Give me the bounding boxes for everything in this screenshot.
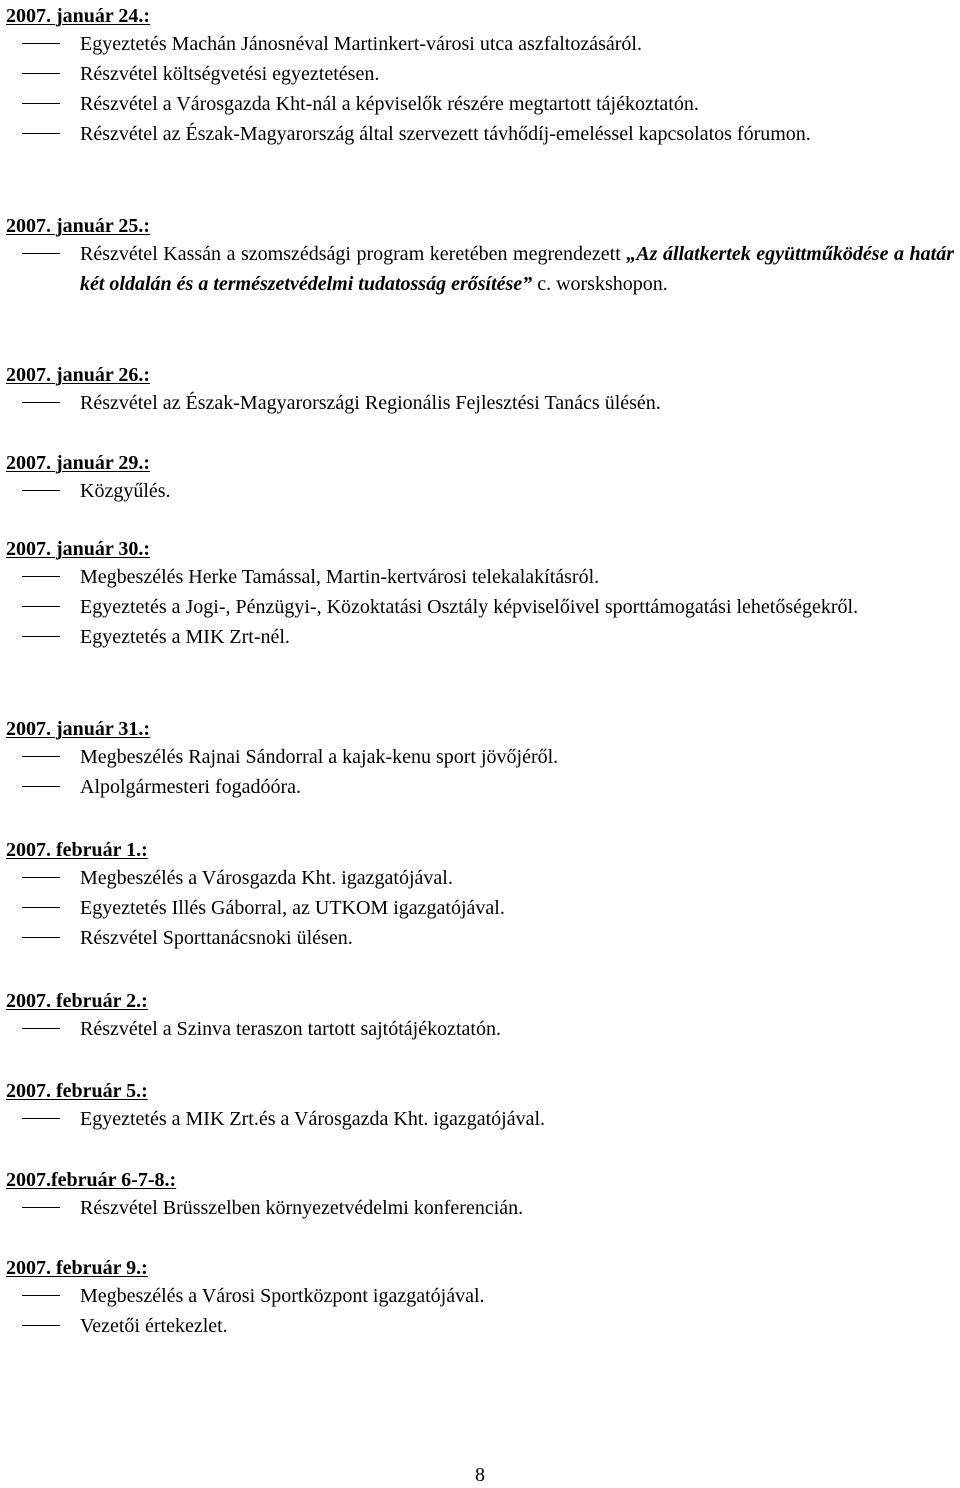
list-item: Részvétel a Szinva teraszon tartott sajtótájékoztatón. bbox=[6, 1014, 954, 1044]
list-item: Vezetői értekezlet. bbox=[6, 1311, 954, 1341]
dash-bullet bbox=[22, 786, 60, 787]
entry-date: 2007.február 6-7-8.: bbox=[6, 1169, 177, 1191]
list-item: Egyeztetés a Jogi-, Pénzügyi-, Közoktatási Osztály képviselőivel sporttámogatási lehetőségekről. bbox=[6, 592, 954, 622]
dash-bullet bbox=[22, 606, 60, 607]
entry-date: 2007. január 25.: bbox=[6, 215, 151, 237]
dash-bullet bbox=[22, 73, 60, 74]
page-number: 8 bbox=[475, 1464, 485, 1486]
dash-bullet bbox=[22, 576, 60, 577]
entry-date: 2007. február 5.: bbox=[6, 1080, 148, 1102]
list-item: Részvétel az Észak-Magyarország által szervezett távhődíj-emeléssel kapcsolatos fórumon. bbox=[6, 119, 954, 149]
entry-2007-01-29 bbox=[6, 450, 954, 506]
list-item: Részvétel Brüsszelben környezetvédelmi konferencián. bbox=[6, 1193, 954, 1223]
dash-bullet bbox=[22, 1325, 60, 1326]
list-item: Egyeztetés Machán Jánosnéval Martinkert-városi utca aszfaltozásáról. bbox=[6, 29, 954, 59]
list-item: Alpolgármesteri fogadóóra. bbox=[6, 772, 954, 802]
list-item: Részvétel Sporttanácsnoki ülésen. bbox=[6, 923, 954, 953]
entry-date: 2007. január 31.: bbox=[6, 718, 151, 740]
entry-date: 2007. január 29.: bbox=[6, 452, 151, 474]
dash-bullet bbox=[22, 756, 60, 757]
workshop-title: „Az állatkertek együttműködése a határ két oldalán és a természetvédelmi tudatosság erősítése” bbox=[80, 243, 954, 295]
list-item: Egyeztetés a MIK Zrt-nél. bbox=[6, 622, 954, 652]
entry-2007-02-02 bbox=[6, 988, 954, 1044]
dash-bullet bbox=[22, 253, 60, 254]
list-item: Részvétel költségvetési egyeztetésen. bbox=[6, 59, 954, 89]
list-item: Egyeztetés a MIK Zrt.és a Városgazda Kht. igazgatójával. bbox=[6, 1104, 954, 1134]
entry-date: 2007. január 30.: bbox=[6, 538, 151, 560]
dash-bullet bbox=[22, 103, 60, 104]
entry-date: 2007. február 1.: bbox=[6, 839, 148, 861]
list-item: Részvétel az Észak-Magyarországi Regionális Fejlesztési Tanács ülésén. bbox=[6, 388, 954, 418]
entry-date: 2007. február 2.: bbox=[6, 990, 148, 1012]
list-item: Megbeszélés a Városi Sportközpont igazgatójával. bbox=[6, 1281, 954, 1311]
dash-bullet bbox=[22, 402, 60, 403]
list-item: Megbeszélés Rajnai Sándorral a kajak-kenu sport jövőjéről. bbox=[6, 742, 954, 772]
entry-2007-02-01 bbox=[6, 837, 954, 953]
dash-bullet bbox=[22, 907, 60, 908]
entry-date: 2007. február 9.: bbox=[6, 1257, 148, 1279]
dash-bullet bbox=[22, 490, 60, 491]
dash-bullet bbox=[22, 1207, 60, 1208]
dash-bullet bbox=[22, 43, 60, 44]
dash-bullet bbox=[22, 133, 60, 134]
list-item: Megbeszélés Herke Tamással, Martin-kertvárosi telekalakításról. bbox=[6, 562, 954, 592]
entry-2007-01-30 bbox=[6, 536, 954, 652]
entry-2007-01-24 bbox=[6, 3, 954, 149]
dash-bullet bbox=[22, 1028, 60, 1029]
entry-date: 2007. január 24.: bbox=[6, 5, 151, 27]
entry-2007-02-09 bbox=[6, 1255, 954, 1341]
list-item: Részvétel a Városgazda Kht-nál a képviselők részére megtartott tájékoztatón. bbox=[6, 89, 954, 119]
list-item: Egyeztetés Illés Gáborral, az UTKOM igazgatójával. bbox=[6, 893, 954, 923]
entry-date: 2007. január 26.: bbox=[6, 364, 151, 386]
dash-bullet bbox=[22, 877, 60, 878]
dash-bullet bbox=[22, 1118, 60, 1119]
list-item: Részvétel Kassán a szomszédsági program keretében megrendezett „Az állatkertek együttműködése a határ két oldalán és a természetvédelmi tudatosság erősítése” c. worskshopon. bbox=[6, 239, 954, 299]
list-item: Megbeszélés a Városgazda Kht. igazgatójával. bbox=[6, 863, 954, 893]
dash-bullet bbox=[22, 1295, 60, 1296]
list-item: Közgyűlés. bbox=[6, 476, 954, 506]
entry-2007-01-25 bbox=[6, 213, 954, 299]
entry-2007-02-06-07-08 bbox=[6, 1167, 954, 1223]
entry-2007-02-05 bbox=[6, 1078, 954, 1134]
dash-bullet bbox=[22, 636, 60, 637]
entry-2007-01-26 bbox=[6, 362, 954, 418]
entry-2007-01-31 bbox=[6, 716, 954, 802]
dash-bullet bbox=[22, 937, 60, 938]
